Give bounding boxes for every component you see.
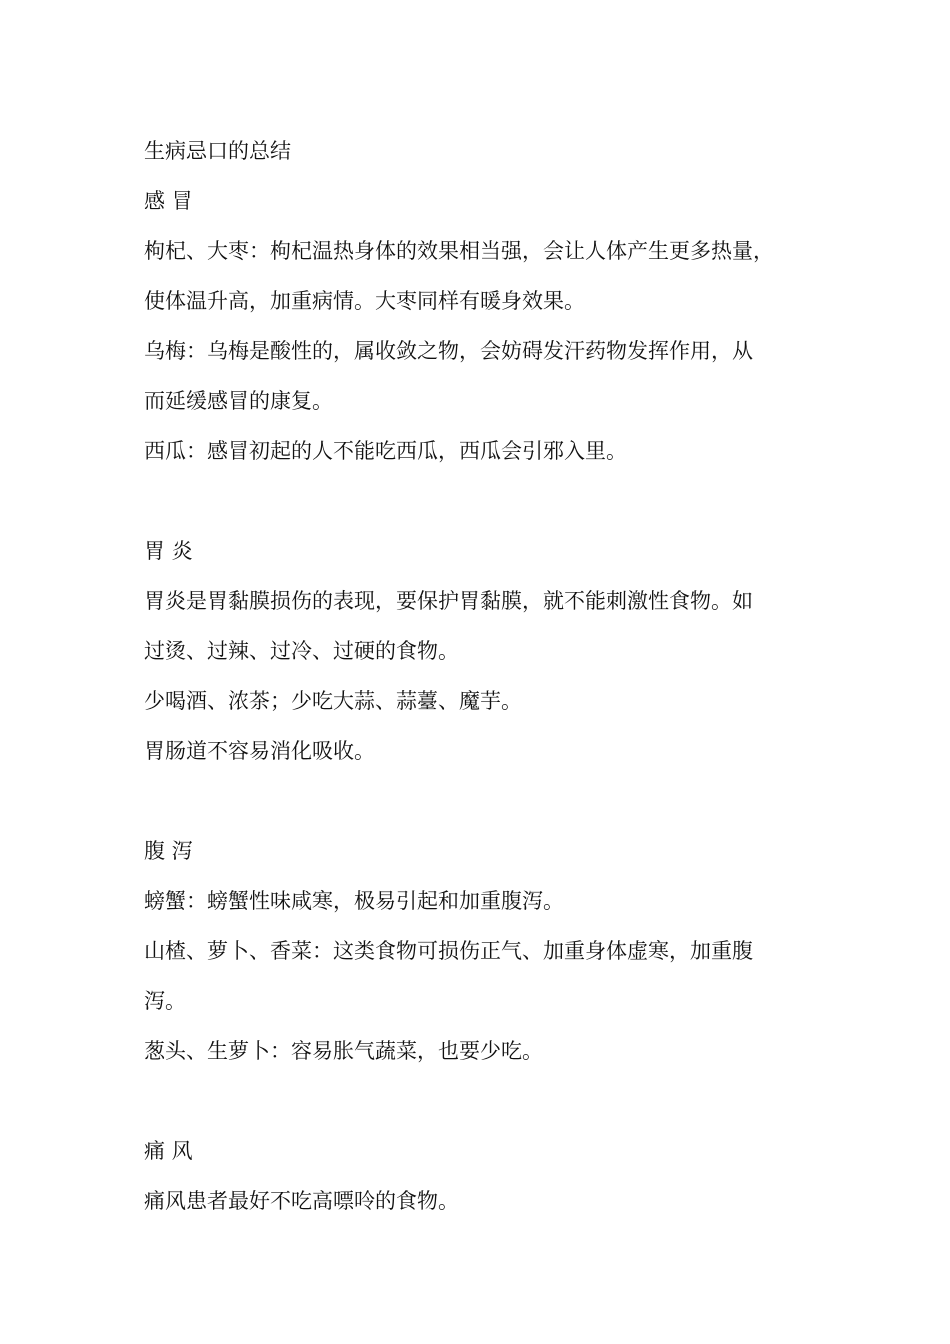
paragraph-line: 山楂、萝卜、香菜：这类食物可损伤正气、加重身体虚寒，加重腹 bbox=[144, 939, 753, 963]
document-title: 生病忌口的总结 bbox=[144, 139, 291, 163]
section-heading-diarrhea: 腹 泻 bbox=[144, 839, 193, 863]
paragraph-line: 葱头、生萝卜：容易胀气蔬菜，也要少吃。 bbox=[144, 1039, 543, 1063]
section-heading-gout: 痛 风 bbox=[144, 1139, 193, 1163]
section-spacer bbox=[144, 476, 824, 526]
section-spacer bbox=[144, 1076, 824, 1126]
paragraph-line: 胃炎是胃黏膜损伤的表现，要保护胃黏膜，就不能刺激性食物。如 bbox=[144, 589, 753, 613]
paragraph-line: 而延缓感冒的康复。 bbox=[144, 389, 333, 413]
document-body bbox=[144, 126, 824, 1226]
paragraph-line: 少喝酒、浓茶；少吃大蒜、蒜薹、魔芋。 bbox=[144, 689, 522, 713]
paragraph-line: 螃蟹：螃蟹性味咸寒，极易引起和加重腹泻。 bbox=[144, 889, 564, 913]
paragraph-line: 泻。 bbox=[144, 989, 186, 1013]
paragraph-line: 乌梅：乌梅是酸性的，属收敛之物，会妨碍发汗药物发挥作用，从 bbox=[144, 339, 753, 363]
paragraph-line: 过烫、过辣、过冷、过硬的食物。 bbox=[144, 639, 459, 663]
section-spacer bbox=[144, 776, 824, 826]
section-heading-gastritis: 胃 炎 bbox=[144, 539, 193, 563]
section-heading-cold: 感 冒 bbox=[144, 189, 193, 213]
paragraph-line: 枸杞、大枣：枸杞温热身体的效果相当强，会让人体产生更多热量， bbox=[144, 239, 774, 263]
paragraph-line: 西瓜：感冒初起的人不能吃西瓜，西瓜会引邪入里。 bbox=[144, 439, 627, 463]
paragraph-line: 胃肠道不容易消化吸收。 bbox=[144, 739, 375, 763]
paragraph-line: 痛风患者最好不吃高嘌呤的食物。 bbox=[144, 1189, 459, 1213]
paragraph-line: 使体温升高，加重病情。大枣同样有暖身效果。 bbox=[144, 289, 585, 313]
